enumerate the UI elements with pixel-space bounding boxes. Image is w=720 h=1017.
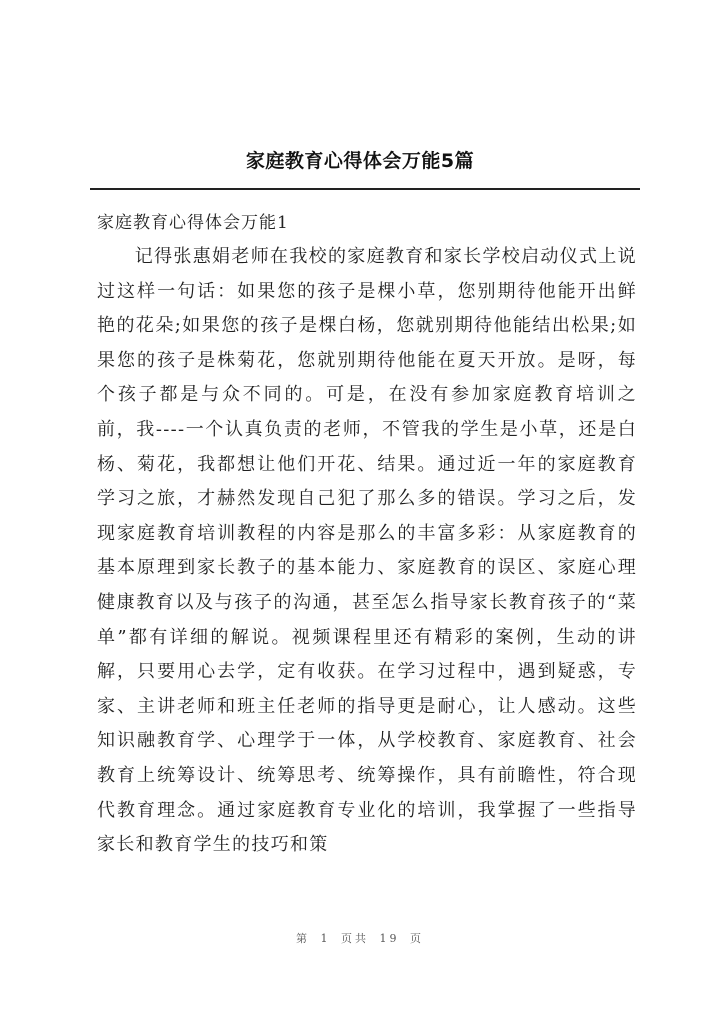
- footer-total-pages: 19: [379, 932, 400, 945]
- title-divider: [90, 188, 640, 190]
- section-heading: 家庭教育心得体会万能1: [97, 213, 289, 233]
- body-paragraph: 记得张惠娟老师在我校的家庭教育和家长学校启动仪式上说过这样一句话：如果您的孩子是棵小草，您别期待他能开出鲜艳的花朵;如果您的孩子是棵白杨，您就别期待他能结出松果;如果您的孩子是株菊花，您就别期待他能在夏天开放。是呀，每个孩子都是与众不同的。可是，在没有参加家庭教育培训之前，我----一个认真负责的老师，不管我的学生是小草，还是白杨、菊花，我都想让他们开花、结果。通过近一年的家庭教育学习之旅，才赫然发现自己犯了那么多的错误。学习之后，发现家庭教育培训教程的内容是那么的丰富多彩：从家庭教育的基本原理到家长教子的基本能力、家庭教育的误区、家庭心理健康教育以及与孩子的沟通，甚至怎么指导家长教育孩子的“菜单”都有详细的解说。视频课程里还有精彩的案例，生动的讲解，只要用心去学，定有收获。在学习过程中，遇到疑惑，专家、主讲老师和班主任老师的指导更是耐心，让人感动。这些知识融教育学、心理学于一体，从学校教育、家庭教育、社会教育上统筹设计、统筹思考、统筹操作，具有前瞻性，符合现代教育理念。通过家庭教育专业化的培训，我掌握了一些指导家长和教育学生的技巧和策: [97, 246, 637, 856]
- document-title: 家庭教育心得体会万能5篇: [245, 150, 475, 172]
- footer-middle: 页共: [341, 932, 369, 945]
- footer-suffix: 页: [410, 932, 424, 945]
- footer-page-number: 1: [320, 932, 331, 945]
- page-footer: [0, 930, 720, 946]
- footer-prefix: 第: [296, 932, 310, 945]
